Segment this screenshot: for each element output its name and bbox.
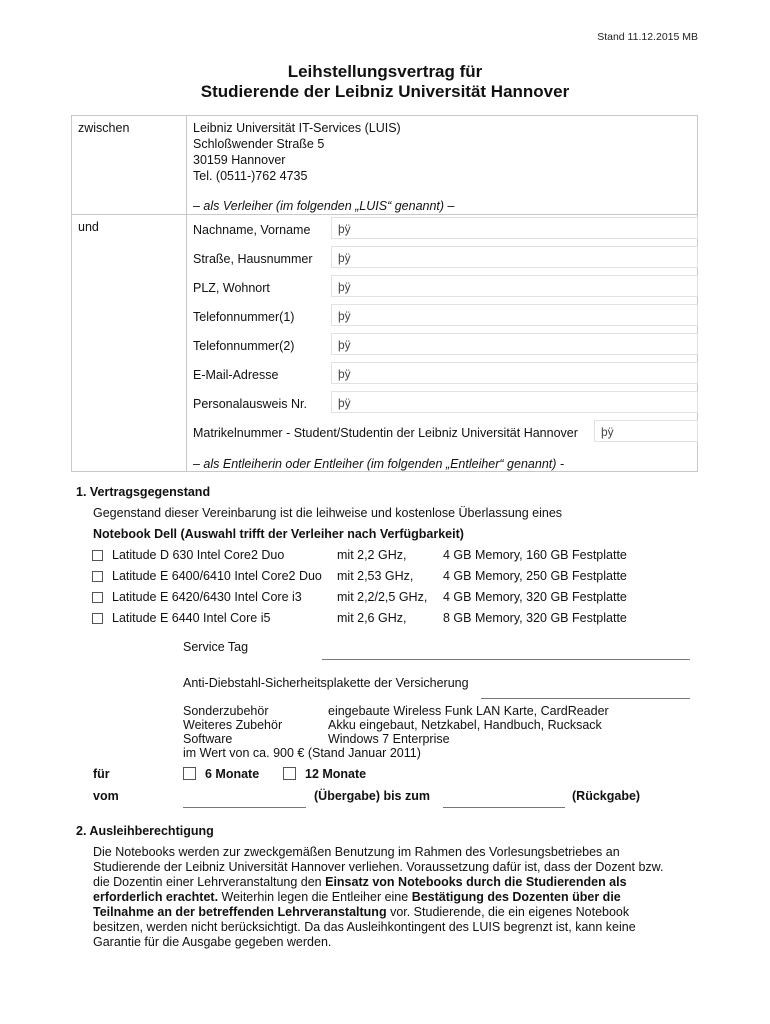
lender-line: 30159 Hannover	[193, 153, 286, 167]
para-text: Weiterhin legen die Entleiher eine	[218, 890, 412, 904]
extra-label: Weiteres Zubehör	[183, 718, 283, 732]
field-value: þÿ	[338, 367, 351, 381]
lender-line: Tel. (0511-)762 4735	[193, 169, 308, 183]
field-row-matrikel	[187, 420, 697, 449]
extra-label: Software	[183, 732, 233, 746]
field-value: þÿ	[338, 280, 351, 294]
model-name: Latitude E 6400/6410 Intel Core2 Duo	[112, 569, 322, 583]
parties-table	[71, 115, 698, 472]
extra-value: eingebaute Wireless Funk LAN Karte, CardReader	[328, 704, 609, 718]
extra-value: Windows 7 Enterprise	[328, 732, 450, 746]
field-row-name	[187, 217, 697, 246]
model-name: Latitude D 630 Intel Core2 Duo	[112, 548, 285, 562]
und-label: und	[72, 215, 187, 472]
field-value: þÿ	[338, 338, 351, 352]
lender-role: – als Verleiher (im folgenden „LUIS“ genannt) –	[193, 199, 455, 213]
id-card-input[interactable]	[331, 391, 698, 413]
start-date-line[interactable]	[183, 807, 306, 808]
email-input[interactable]	[331, 362, 698, 384]
para-line: Garantie für die Ausgabe gegeben werden.	[93, 935, 332, 949]
matrikel-input[interactable]	[594, 420, 698, 442]
six-months-checkbox[interactable]	[183, 767, 196, 780]
lender-cell	[187, 116, 698, 215]
end-date-line[interactable]	[443, 807, 565, 808]
zwischen-label: zwischen	[72, 116, 187, 215]
field-row-phone2	[187, 333, 697, 362]
field-label: Telefonnummer(1)	[193, 310, 295, 324]
field-value: þÿ	[338, 396, 351, 410]
field-label: E-Mail-Adresse	[193, 368, 279, 382]
twelve-months-label: 12 Monate	[305, 767, 367, 781]
field-label: Matrikelnummer - Student/Studentin der Leibniz Universität Hannover	[193, 426, 578, 440]
field-value: þÿ	[338, 251, 351, 265]
notebook-heading: Notebook Dell (Auswahl trifft der Verleiher nach Verfügbarkeit)	[93, 527, 464, 541]
para-line	[93, 905, 693, 920]
model-spec: 8 GB Memory, 320 GB Festplatte	[443, 611, 627, 625]
para-bold: Bestätigung des Dozenten über die	[411, 890, 621, 904]
anti-theft-line[interactable]	[481, 698, 690, 699]
field-label: PLZ, Wohnort	[193, 281, 270, 295]
uebergabe-label: (Übergabe) bis zum	[314, 789, 430, 803]
para-bold: Teilnahme an der betreffenden Lehrveranstaltung	[93, 905, 387, 919]
field-label: Telefonnummer(2)	[193, 339, 295, 353]
phone1-input[interactable]	[331, 304, 698, 326]
borrower-role: – als Entleiherin oder Entleiher (im folgenden „Entleiher“ genannt) -	[193, 457, 565, 471]
extra-label: Sonderzubehör	[183, 704, 269, 718]
title-line-2: Studierende der Leibniz Universität Hannover	[200, 82, 570, 101]
name-input[interactable]	[331, 217, 698, 239]
phone2-input[interactable]	[331, 333, 698, 355]
extra-row	[183, 732, 450, 746]
lender-line: Leibniz Universität IT-Services (LUIS)	[193, 121, 401, 135]
extra-row	[183, 718, 602, 732]
model-name: Latitude E 6420/6430 Intel Core i3	[112, 590, 302, 604]
field-row-street	[187, 246, 697, 275]
extra-row	[183, 704, 609, 718]
extra-value: Akku eingebaut, Netzkabel, Handbuch, Rucksack	[328, 718, 602, 732]
twelve-months-checkbox[interactable]	[283, 767, 296, 780]
para-line: Die Notebooks werden zur zweckgemäßen Benutzung im Rahmen des Vorlesungsbetriebes an	[93, 845, 620, 859]
model-speed: mit 2,53 GHz,	[337, 569, 414, 583]
vom-label: vom	[93, 789, 119, 803]
para-line	[93, 890, 693, 905]
model-checkbox[interactable]	[92, 613, 103, 624]
rueckgabe-label: (Rückgabe)	[572, 789, 641, 803]
model-checkbox[interactable]	[92, 571, 103, 582]
section1-heading: 1. Vertragsgegenstand	[76, 485, 211, 499]
field-value: þÿ	[338, 309, 351, 323]
field-label: Personalausweis Nr.	[193, 397, 307, 411]
service-tag-line[interactable]	[322, 659, 690, 660]
service-tag-label: Service Tag	[183, 640, 249, 654]
value-line: im Wert von ca. 900 € (Stand Januar 2011)	[183, 746, 421, 760]
document-title	[0, 62, 770, 102]
para-text: vor. Studierende, die ein eigenes Notebook	[386, 905, 630, 919]
anti-theft-label: Anti-Diebstahl-Sicherheitsplakette der Versicherung	[183, 676, 469, 690]
field-label: Straße, Hausnummer	[193, 252, 313, 266]
title-line-1: Leihstellungsvertrag für	[287, 62, 483, 81]
model-spec: 4 GB Memory, 250 GB Festplatte	[443, 569, 627, 583]
para-line: Studierende der Leibniz Universität Hannover verliehen. Voraussetzung dafür ist, dass der Dozent bzw.	[93, 860, 664, 874]
borrower-cell	[187, 215, 698, 472]
street-input[interactable]	[331, 246, 698, 268]
model-checkbox[interactable]	[92, 550, 103, 561]
extras-list	[183, 704, 609, 760]
field-value: þÿ	[601, 425, 614, 439]
para-bold: Einsatz von Notebooks durch die Studierenden als	[325, 875, 627, 889]
field-row-email	[187, 362, 697, 391]
six-months-label: 6 Monate	[205, 767, 260, 781]
section2-heading: 2. Ausleihberechtigung	[76, 824, 214, 838]
model-checkbox[interactable]	[92, 592, 103, 603]
para-bold: erforderlich erachtet.	[93, 890, 219, 904]
model-spec: 4 GB Memory, 320 GB Festplatte	[443, 590, 627, 604]
para-text: die Dozentin einer Lehrveranstaltung den	[93, 875, 326, 889]
field-row-phone1	[187, 304, 697, 333]
section2-body	[93, 845, 693, 950]
field-value: þÿ	[338, 222, 351, 236]
para-line	[93, 875, 693, 890]
city-input[interactable]	[331, 275, 698, 297]
lender-line: Schloßwender Straße 5	[193, 137, 325, 151]
fuer-label: für	[93, 767, 110, 781]
model-speed: mit 2,6 GHz,	[337, 611, 407, 625]
date-stamp: Stand 11.12.2015 MB	[597, 31, 698, 43]
field-row-id	[187, 391, 697, 420]
section1-intro: Gegenstand dieser Vereinbarung ist die leihweise und kostenlose Überlassung eines	[93, 506, 563, 520]
para-line: besitzen, werden nicht berücksichtigt. Da das Ausleihkontingent des LUIS begrenzt ist, kann keine	[93, 920, 636, 934]
model-spec: 4 GB Memory, 160 GB Festplatte	[443, 548, 627, 562]
model-name: Latitude E 6440 Intel Core i5	[112, 611, 271, 625]
model-speed: mit 2,2/2,5 GHz,	[337, 590, 428, 604]
field-row-city	[187, 275, 697, 304]
model-speed: mit 2,2 GHz,	[337, 548, 407, 562]
field-label: Nachname, Vorname	[193, 223, 311, 237]
